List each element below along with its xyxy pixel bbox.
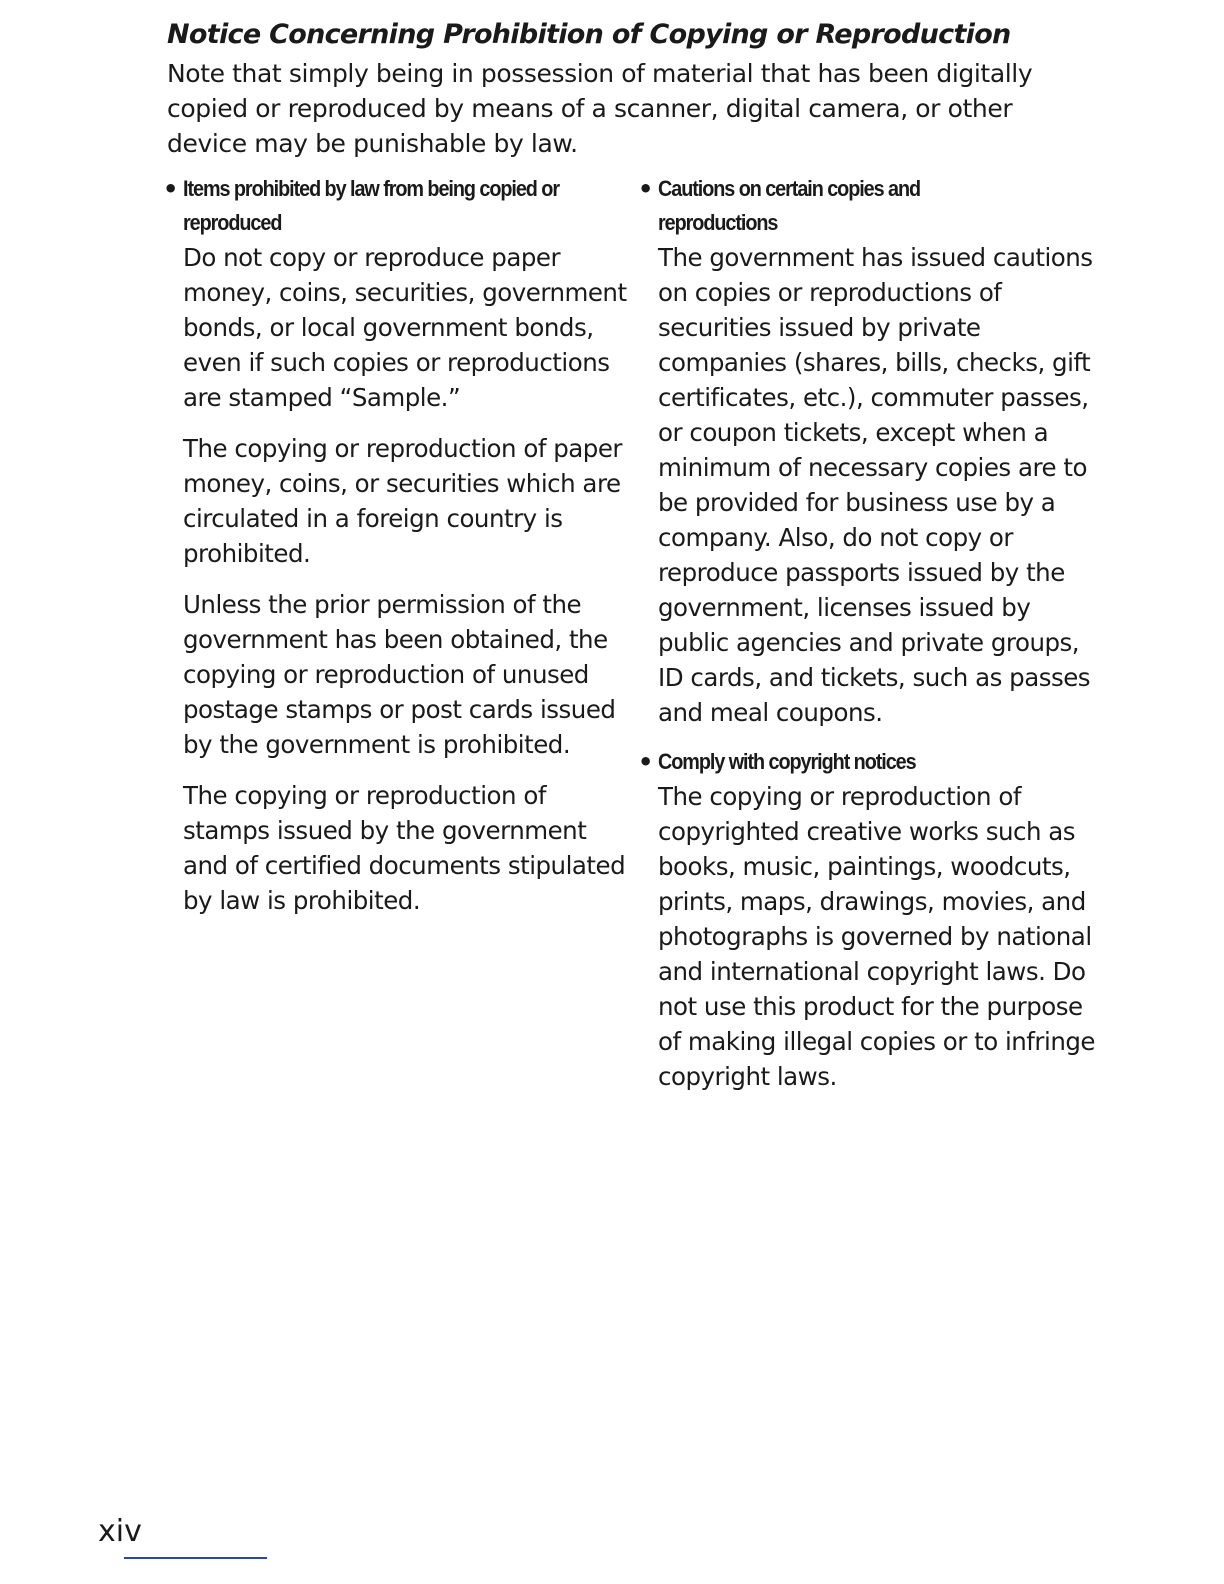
- section-copyright: [638, 745, 1108, 1094]
- section-heading: Comply with copyright notices: [658, 749, 916, 774]
- page-number: xiv: [98, 1514, 142, 1549]
- section-paragraph: The copying or reproduction of copyrighted creative works such as books, music, paintings, woodcuts, prints, maps, drawings, movies, and photographs is governed by national and international copyright laws. Do not use this product for the purpose of making illegal copies or to infringe copyright laws.: [658, 782, 1095, 1091]
- left-column: [163, 172, 628, 918]
- section-paragraph: The copying or reproduction of stamps issued by the government and of certified documents stipulated by law is prohibited.: [183, 781, 626, 915]
- bullet-icon: •: [163, 175, 179, 203]
- intro-paragraph: Note that simply being in possession of material that has been digitally copied or reproduced by means of a scanner, digital camera, or other device may be punishable by law.: [167, 59, 1033, 158]
- section-heading: Items prohibited by law from being copied or reproduced: [183, 176, 559, 235]
- right-column: [638, 172, 1108, 1094]
- bullet-icon: •: [638, 748, 654, 776]
- section-paragraph: The copying or reproduction of paper money, coins, or securities which are circulated in a foreign country is prohibited.: [183, 434, 623, 568]
- section-heading: Cautions on certain copies and reproductions: [658, 176, 921, 235]
- section-paragraph: Do not copy or reproduce paper money, coins, securities, government bonds, or local government bonds, even if such copies or reproductions are stamped “Sample.”: [183, 243, 627, 412]
- section-cautions: [638, 172, 1108, 730]
- bullet-icon: •: [638, 175, 654, 203]
- section-paragraph: Unless the prior permission of the government has been obtained, the copying or reproduction of unused postage stamps or post cards issued by the government is prohibited.: [183, 590, 616, 759]
- section-paragraph: The government has issued cautions on copies or reproductions of securities issued by private companies (shares, bills, checks, gift certificates, etc.), commuter passes, or coupon tickets, except when a minimum of necessary copies are to be provided for business use by a company. Also, do not copy or reproduce passports issued by the government, licenses issued by public agencies and private groups, ID cards, and tickets, such as passes and meal coupons.: [658, 243, 1093, 727]
- page-title: Notice Concerning Prohibition of Copying or Reproduction: [167, 19, 1011, 50]
- section-prohibited-items: [163, 172, 628, 918]
- footer-rule: [124, 1557, 267, 1559]
